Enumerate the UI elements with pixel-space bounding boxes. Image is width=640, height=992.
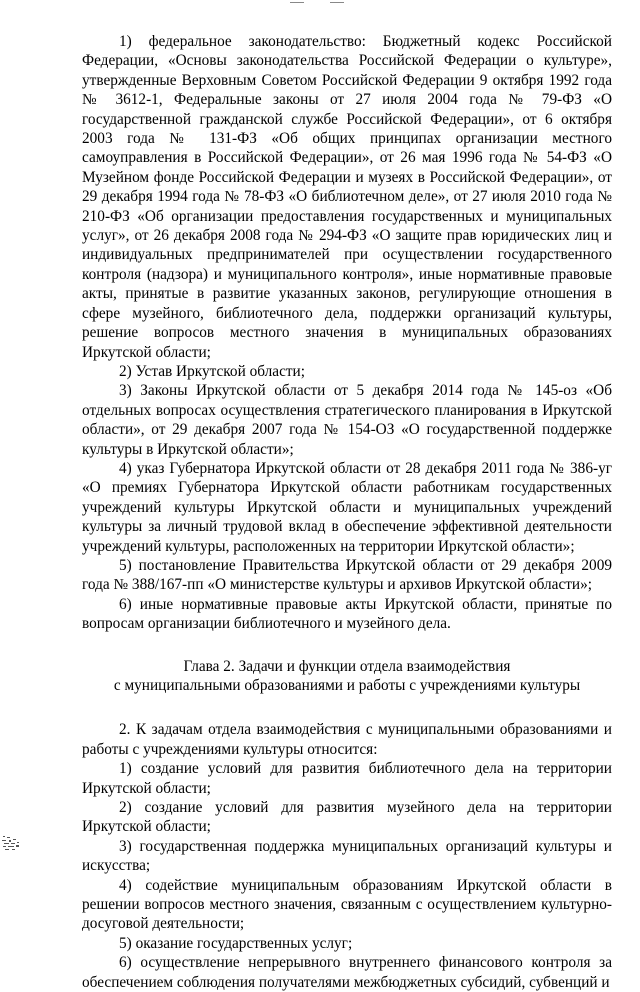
paragraph-federal-legislation: 1) федеральное законодательство: Бюджетный кодекс Российской Федерации, «Основы законодательства Российской Федерации о культуре», утвержденные Верховным Советом Российской Федерации 9 октября 1992 года № 3612-1, Федеральные законы от 27 июля 2004 года № 79-ФЗ «О государственной гражданской службе Российской Федерации», от 6 октября 2003 года № 131-ФЗ «Об общих принципах организации местного самоуправления в Российской Федерации», от 26 мая 1996 года № 54-ФЗ «О Музейном фонде Российской Федерации и музеях в Российской Федерации», от 29 декабря 1994 года № 78-ФЗ «О библиотечном деле», от 27 июля 2010 года № 210-ФЗ «Об организации предоставления государственных и муниципальных услуг», от 26 декабря 2008 года № 294-ФЗ «О защите прав юридических лиц и индивидуальных предпринимателей при осуществлении государственного контроля (надзора) и муниципального контроля», иные нормативные правовые акты, принятые в развитие указанных законов, регулирующие отношения в сфере музейного, библиотечного дела, поддержки организаций культуры, решение вопросов местного значения в муниципальных образованиях Иркутской области; xyxy=(82,33,612,361)
paragraph-regional-laws: 3) Законы Иркутской области от 5 декабря 2014 года № 145-оз «Об отдельных вопросах осуществления стратегического планирования в Иркутской области», от 29 декабря 2007 года № 154-ОЗ «О государственной поддержке культуры в Иркутской области»; xyxy=(82,382,612,458)
legal-basis-list xyxy=(82,32,612,634)
paragraph-task-municipal-assistance: 4) содействие муниципальным образованиям Иркутской области в решении вопросов местного значения, связанным с осуществлением культурно-досуговой деятельности; xyxy=(82,876,612,933)
chapter-heading-line-2: с муниципальными образованиями и работы с учреждениями культуры xyxy=(113,677,581,694)
paragraph-governor-decree: 4) указ Губернатора Иркутской области от 28 декабря 2011 года № 386-уг «О премиях Губернатора Иркутской области работникам государственных учреждений культуры Иркутской области и муниципальных учреждений культуры за личный трудовой вклад в обеспечение эффективной деятельности учреждений культуры, расположенных на территории Иркутской области»; xyxy=(82,459,612,555)
paragraph-task-financial-control: 6) осуществление непрерывного внутреннего финансового контроля за обеспечением соблюдения получателями межбюджетных субсидий, субвенций и xyxy=(82,954,612,991)
paragraph-task-public-services: 5) оказание государственных услуг; xyxy=(119,934,353,952)
chapter-heading-line-1: Глава 2. Задачи и функции отдела взаимодействия xyxy=(183,657,511,675)
paragraph-other-acts: 6) иные нормативные правовые акты Иркутской области, принятые по вопросам организации библиотечного и музейного дела. xyxy=(82,595,612,633)
chapter-heading xyxy=(82,657,612,696)
paragraph-tasks-intro: 2. К задачам отдела взаимодействия с муниципальными образованиями и работы с учреждениями культуры относится: xyxy=(82,721,612,758)
tasks-list xyxy=(82,720,612,992)
paragraph-task-state-support: 3) государственная поддержка муниципальных организаций культуры и искусства; xyxy=(82,837,612,875)
scan-noise-mark xyxy=(1,834,25,854)
document-body xyxy=(82,32,612,992)
paragraph-task-museums: 2) создание условий для развития музейного дела на территории Иркутской области; xyxy=(82,799,612,836)
paragraph-regional-charter: 2) Устав Иркутской области; xyxy=(119,362,305,380)
paragraph-task-libraries: 1) создание условий для развития библиотечного дела на территории Иркутской области; xyxy=(82,760,612,797)
paragraph-government-resolution: 5) постановление Правительства Иркутской области от 29 декабря 2009 года № 388/167-пп «О министерстве культуры и архивов Иркутской области»; xyxy=(82,556,612,594)
scan-top-marks xyxy=(290,2,350,5)
